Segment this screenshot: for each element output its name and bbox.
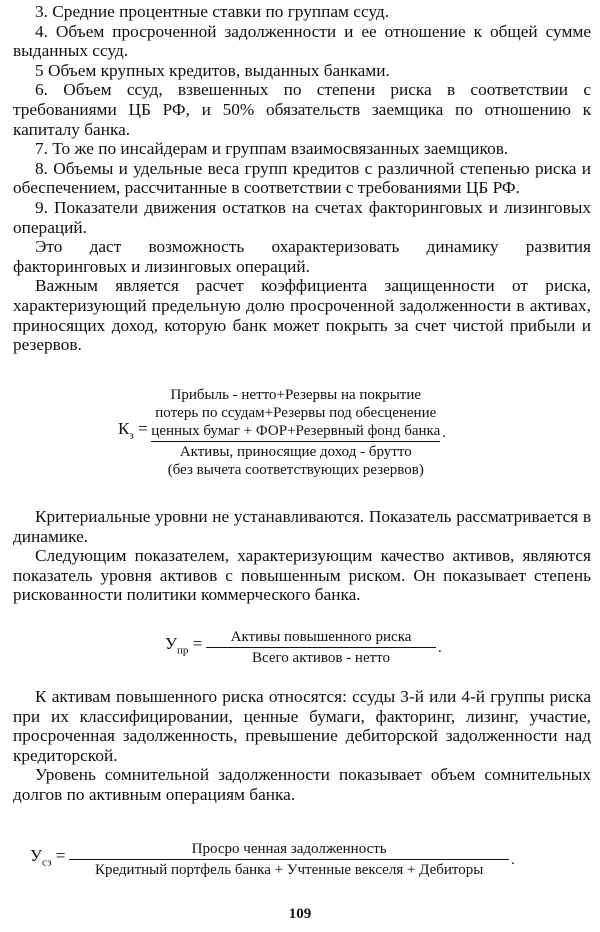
formula-lhs: $У_{пр}$ = — [165, 634, 203, 657]
formula-usz: $У_{сз}$ = $\frac{\text{Просро ченная задолженность}}{\text{Кредитный портфель банка + Учтенные векселя + Дебиторы}}$ . — [30, 841, 515, 878]
fraction-bar — [151, 441, 440, 442]
list-item: 7. То же по инсайдерам и группам взаимосвязанных заемщиков. — [35, 139, 509, 159]
denominator-line: Активы, приносящие доход - брутто — [179, 444, 412, 460]
fraction — [69, 840, 509, 879]
page-text-3 — [13, 687, 591, 805]
paragraph: Важным является расчет коэффициента защищенности от риска, характеризующий предельную долю просроченной задолженности в активах, приносящих доход, которую банк может покрыть за счет чистой прибыли и резервов. — [13, 276, 591, 355]
numerator: Активы повышенного риска — [230, 629, 412, 645]
list-item: 6. Объем ссуд, взвешенных по степени риска в соответствии с требованиями ЦБ РФ, и 50% обязательств заемщика по отношению к капиталу банка. — [13, 80, 591, 139]
paragraph: Следующим показателем, характеризующим качество активов, являются показатель уровня активов с повышенным риском. Он показывает степень рискованности политики коммерческого банка. — [13, 546, 591, 605]
formula-upr: $У_{пр}$ = $\frac{\text{Активы повышенного риска}}{\text{Всего активов - нетто}}$ . — [165, 629, 442, 666]
paragraph: Уровень сомнительной задолженности показывает объем сомнительных долгов по активным операциям банка. — [13, 765, 591, 804]
list-item: 8. Объемы и удельные веса групп кредитов с различной степенью риска и обеспечением, рассчитанные в соответствии с требованиями ЦБ РФ. — [13, 158, 591, 198]
numerator-line: ценных бумаг + ФОР+Резервный фонд банка — [151, 423, 441, 439]
numerator-line: потерь по ссудам+Резервы под обесценение — [155, 405, 437, 421]
list-item: 3. Средние процентные ставки по группам ссуд. — [35, 2, 390, 21]
list-item: 9. Показатели движения остатков на счетах факторинговых и лизинговых операций. — [13, 197, 591, 237]
fraction-bar — [69, 859, 509, 860]
paragraph: Это даст возможность охарактеризовать динамику развития факторинговых и лизинговых операций. — [13, 237, 591, 276]
fraction-bar — [206, 647, 436, 648]
numerator-line: Прибыль - нетто+Резервы на покрытие — [170, 387, 422, 403]
paragraph: К активам повышенного риска относятся: ссуды 3-й или 4-й группы риска при их классифицировании, ценные бумаги, факторинг, лизинг, участие, просроченная задолженность, превышение дебиторской задолженности над кредиторской. — [13, 687, 591, 765]
denominator: Кредитный портфель банка + Учтенные векселя + Дебиторы — [94, 862, 484, 878]
numerator: Просро ченная задолженность — [191, 841, 387, 857]
formula-kz: $К_з$ = Прибыль - нетто+Резервы на покрытие потерь по ссудам+Резервы под обесценение ценных бумаг + ФОР+Резервный фонд банка Активы, приносящие доход - брутто (без вычета соответствующих резервов) . — [118, 387, 447, 478]
page-text-2 — [13, 507, 591, 605]
fraction — [206, 628, 436, 667]
formula-lhs: $К_з$ = — [118, 419, 148, 442]
denominator: Всего активов - нетто — [252, 650, 391, 666]
denominator-line: (без вычета соответствующих резервов) — [167, 462, 424, 478]
list-item: 5 Объем крупных кредитов, выданных банками. — [35, 60, 390, 80]
formula-lhs: $У_{сз}$ = — [30, 846, 66, 869]
page-number: 109 — [288, 906, 312, 922]
paragraph: Критериальные уровни не устанавливаются. Показатель рассматривается в динамике. — [13, 507, 591, 546]
fraction — [151, 386, 440, 479]
page-text — [13, 2, 591, 355]
list-item: 4. Объем просроченной задолженности и ее отношение к общей сумме выданных ссуд. — [13, 21, 591, 61]
